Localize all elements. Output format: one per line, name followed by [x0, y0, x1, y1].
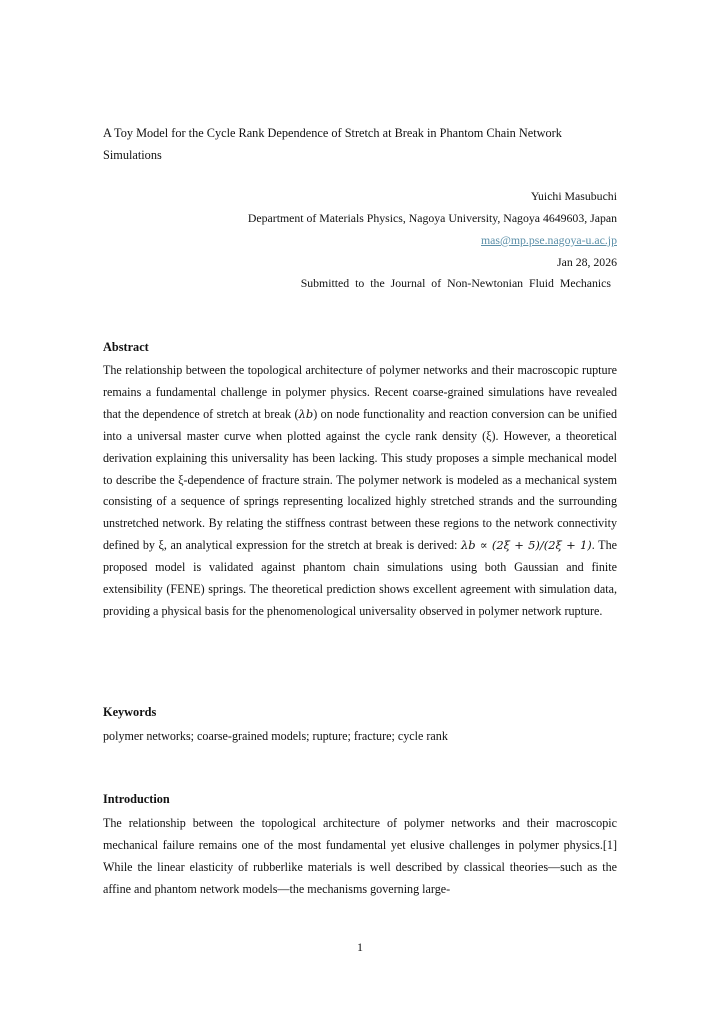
- abstract-body: [103, 360, 617, 623]
- submission-note: Submitted to the Journal of Non-Newtonian Fluid Mechanics: [300, 276, 611, 290]
- abstract-text-1: The relationship between the topological architecture of polymer networks and their macroscopic rupture remains a fundamental challenge in polymer physics. Recent coarse-grained simulations have revealed that the dependence of stretch at break (: [103, 363, 617, 421]
- lambda-b-symbol: λb: [298, 406, 314, 421]
- keywords-heading: Keywords: [103, 705, 157, 719]
- introduction-body: The relationship between the topological architecture of polymer networks and their macroscopic mechanical failure remains one of the most fundamental yet elusive challenges in polymer physics.[1] While the linear elasticity of rubberlike materials is well described by classical theories—such as the affine and phantom network models—the mechanisms governing large-: [103, 816, 617, 896]
- stretch-at-break-equation: λb ∝ (2ξ + 5)/(2ξ + 1): [460, 538, 592, 553]
- author-email-link[interactable]: mas@mp.pse.nagoya-u.ac.jp: [480, 233, 617, 247]
- author-name: Yuichi Masubuchi: [530, 189, 617, 203]
- abstract-text-2: ) on node functionality and reaction conversion can be unified into a universal master curve when plotted against the cycle rank density (ξ). However, a theoretical derivation explaining this universality has been lacking. This study proposes a simple mechanical model to describe the ξ-dependence of fracture strain. The polymer network is modeled as a mechanical system consisting of a sequence of springs representing localized highly stretched strands and the surrounding unstretched network. By relating the stiffness contrast between these regions to the network connectivity defined by ξ, an analytical expression for the stretch at break is derived:: [103, 406, 618, 553]
- keywords-text: polymer networks; coarse-grained models; rupture; fracture; cycle rank: [103, 729, 448, 743]
- author-affiliation: Department of Materials Physics, Nagoya University, Nagoya 4649603, Japan: [247, 211, 617, 225]
- introduction-heading: Introduction: [103, 792, 170, 806]
- paper-date: Jan 28, 2026: [557, 255, 617, 269]
- page-number: 1: [357, 940, 363, 954]
- paper-title: A Toy Model for the Cycle Rank Dependence of Stretch at Break in Phantom Chain Network Simulations: [103, 126, 562, 162]
- abstract-heading: Abstract: [103, 340, 149, 354]
- abstract-text-3: . The proposed model is validated against phantom chain simulations using both Gaussian and finite extensibility (FENE) springs. The theoretical prediction shows excellent agreement with simulation data, providing a physical basis for the phenomenological universality observed in polymer network rupture.: [103, 538, 617, 618]
